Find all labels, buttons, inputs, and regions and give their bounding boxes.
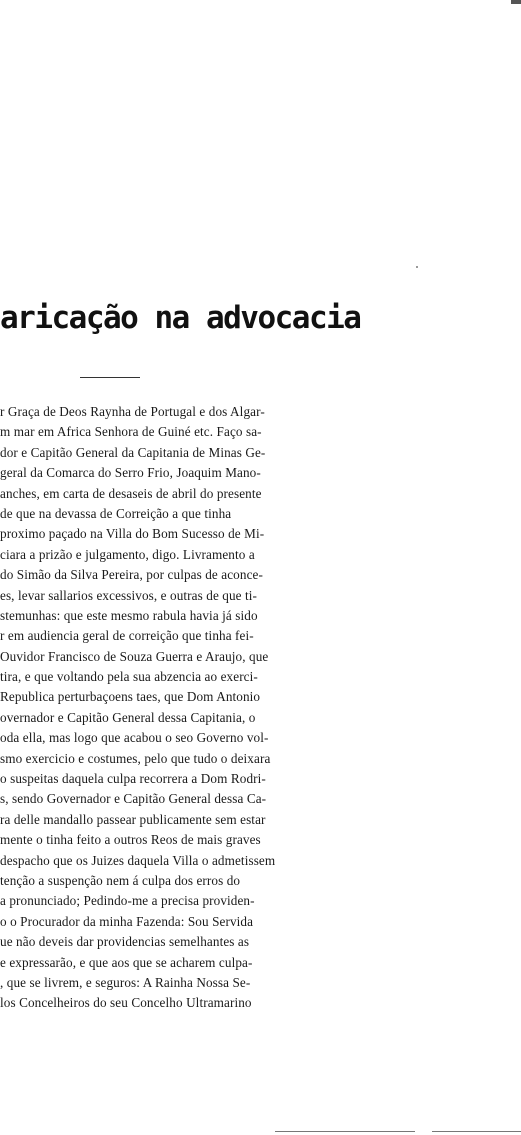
text-line: despacho que os Juizes daquela Villa o admetissem bbox=[0, 852, 276, 868]
text-line: ra delle mandallo passear publicamente sem estar bbox=[0, 811, 266, 827]
text-line: ciara a prizão e julgamento, digo. Livramento a bbox=[0, 546, 255, 562]
text-line: m mar em Africa Senhora de Guiné etc. Faço sa- bbox=[0, 424, 262, 440]
text-line: , que se livrem, e seguros: A Rainha Nossa Se- bbox=[0, 974, 251, 990]
text-line: mente o tinha feito a outros Reos de mais graves bbox=[0, 832, 261, 848]
text-line: los Concelheiros do seu Concelho Ultramarino bbox=[0, 995, 252, 1011]
text-line: r Graça de Deos Raynha de Portugal e dos Algar- bbox=[0, 404, 265, 419]
text-line: e expressarão, e que aos que se acharem culpa- bbox=[0, 954, 253, 970]
text-line: Republica perturbaçoens taes, que Dom Antonio bbox=[0, 689, 261, 705]
text-line: o o Procurador da minha Fazenda: Sou Servida bbox=[0, 913, 254, 929]
text-line: tenção a suspenção nem á culpa dos erros do bbox=[0, 872, 241, 888]
text-line: proximo paçado na Villa do Bom Sucesso de Mi- bbox=[0, 526, 265, 542]
text-line: stemunhas: que este mesmo rabula havia já sido bbox=[0, 607, 258, 623]
text-line: o suspeitas daquela culpa recorrera a Dom Rodri- bbox=[0, 771, 266, 787]
bottom-rule bbox=[275, 1131, 415, 1132]
text-line: geral da Comarca do Serro Frio, Joaquim Mano- bbox=[0, 465, 261, 481]
text-line: s, sendo Governador e Capitão General dessa Ca- bbox=[0, 791, 267, 807]
text-line: dor e Capitão General da Capitania de Minas Ge- bbox=[0, 444, 266, 460]
text-line: ue não deveis dar providencias semelhantes as bbox=[0, 934, 250, 950]
text-line: tira, e que voltando pela sua abzencia ao exerci- bbox=[0, 669, 258, 685]
text-line: de que na devassa de Correição a que tinha bbox=[0, 505, 232, 521]
text-line: oda ella, mas logo que acabou o seo Governo vol- bbox=[0, 730, 269, 746]
text-line: Ouvidor Francisco de Souza Guerra e Araujo, que bbox=[0, 648, 269, 664]
text-line: r em audiencia geral de correição que tinha fei- bbox=[0, 628, 254, 644]
scan-corner-mark bbox=[511, 0, 521, 4]
text-line: es, levar sallarios excessivos, e outras de que ti- bbox=[0, 587, 258, 603]
text-line: overnador e Capitão General dessa Capitania, o bbox=[0, 709, 256, 725]
scan-speck bbox=[416, 266, 418, 268]
text-line: anches, em carta de desaseis de abril do presente bbox=[0, 485, 262, 501]
page-title: aricação na advocacia bbox=[0, 300, 361, 336]
text-line: a pronunciado; Pedindo-me a precisa providen- bbox=[0, 893, 255, 909]
title-divider bbox=[80, 377, 140, 378]
text-line: do Simão da Silva Pereira, por culpas de aconce- bbox=[0, 567, 263, 583]
text-line: smo exercicio e costumes, pelo que tudo o deixara bbox=[0, 750, 271, 766]
bottom-rule bbox=[432, 1131, 521, 1132]
body-text bbox=[0, 402, 512, 1014]
